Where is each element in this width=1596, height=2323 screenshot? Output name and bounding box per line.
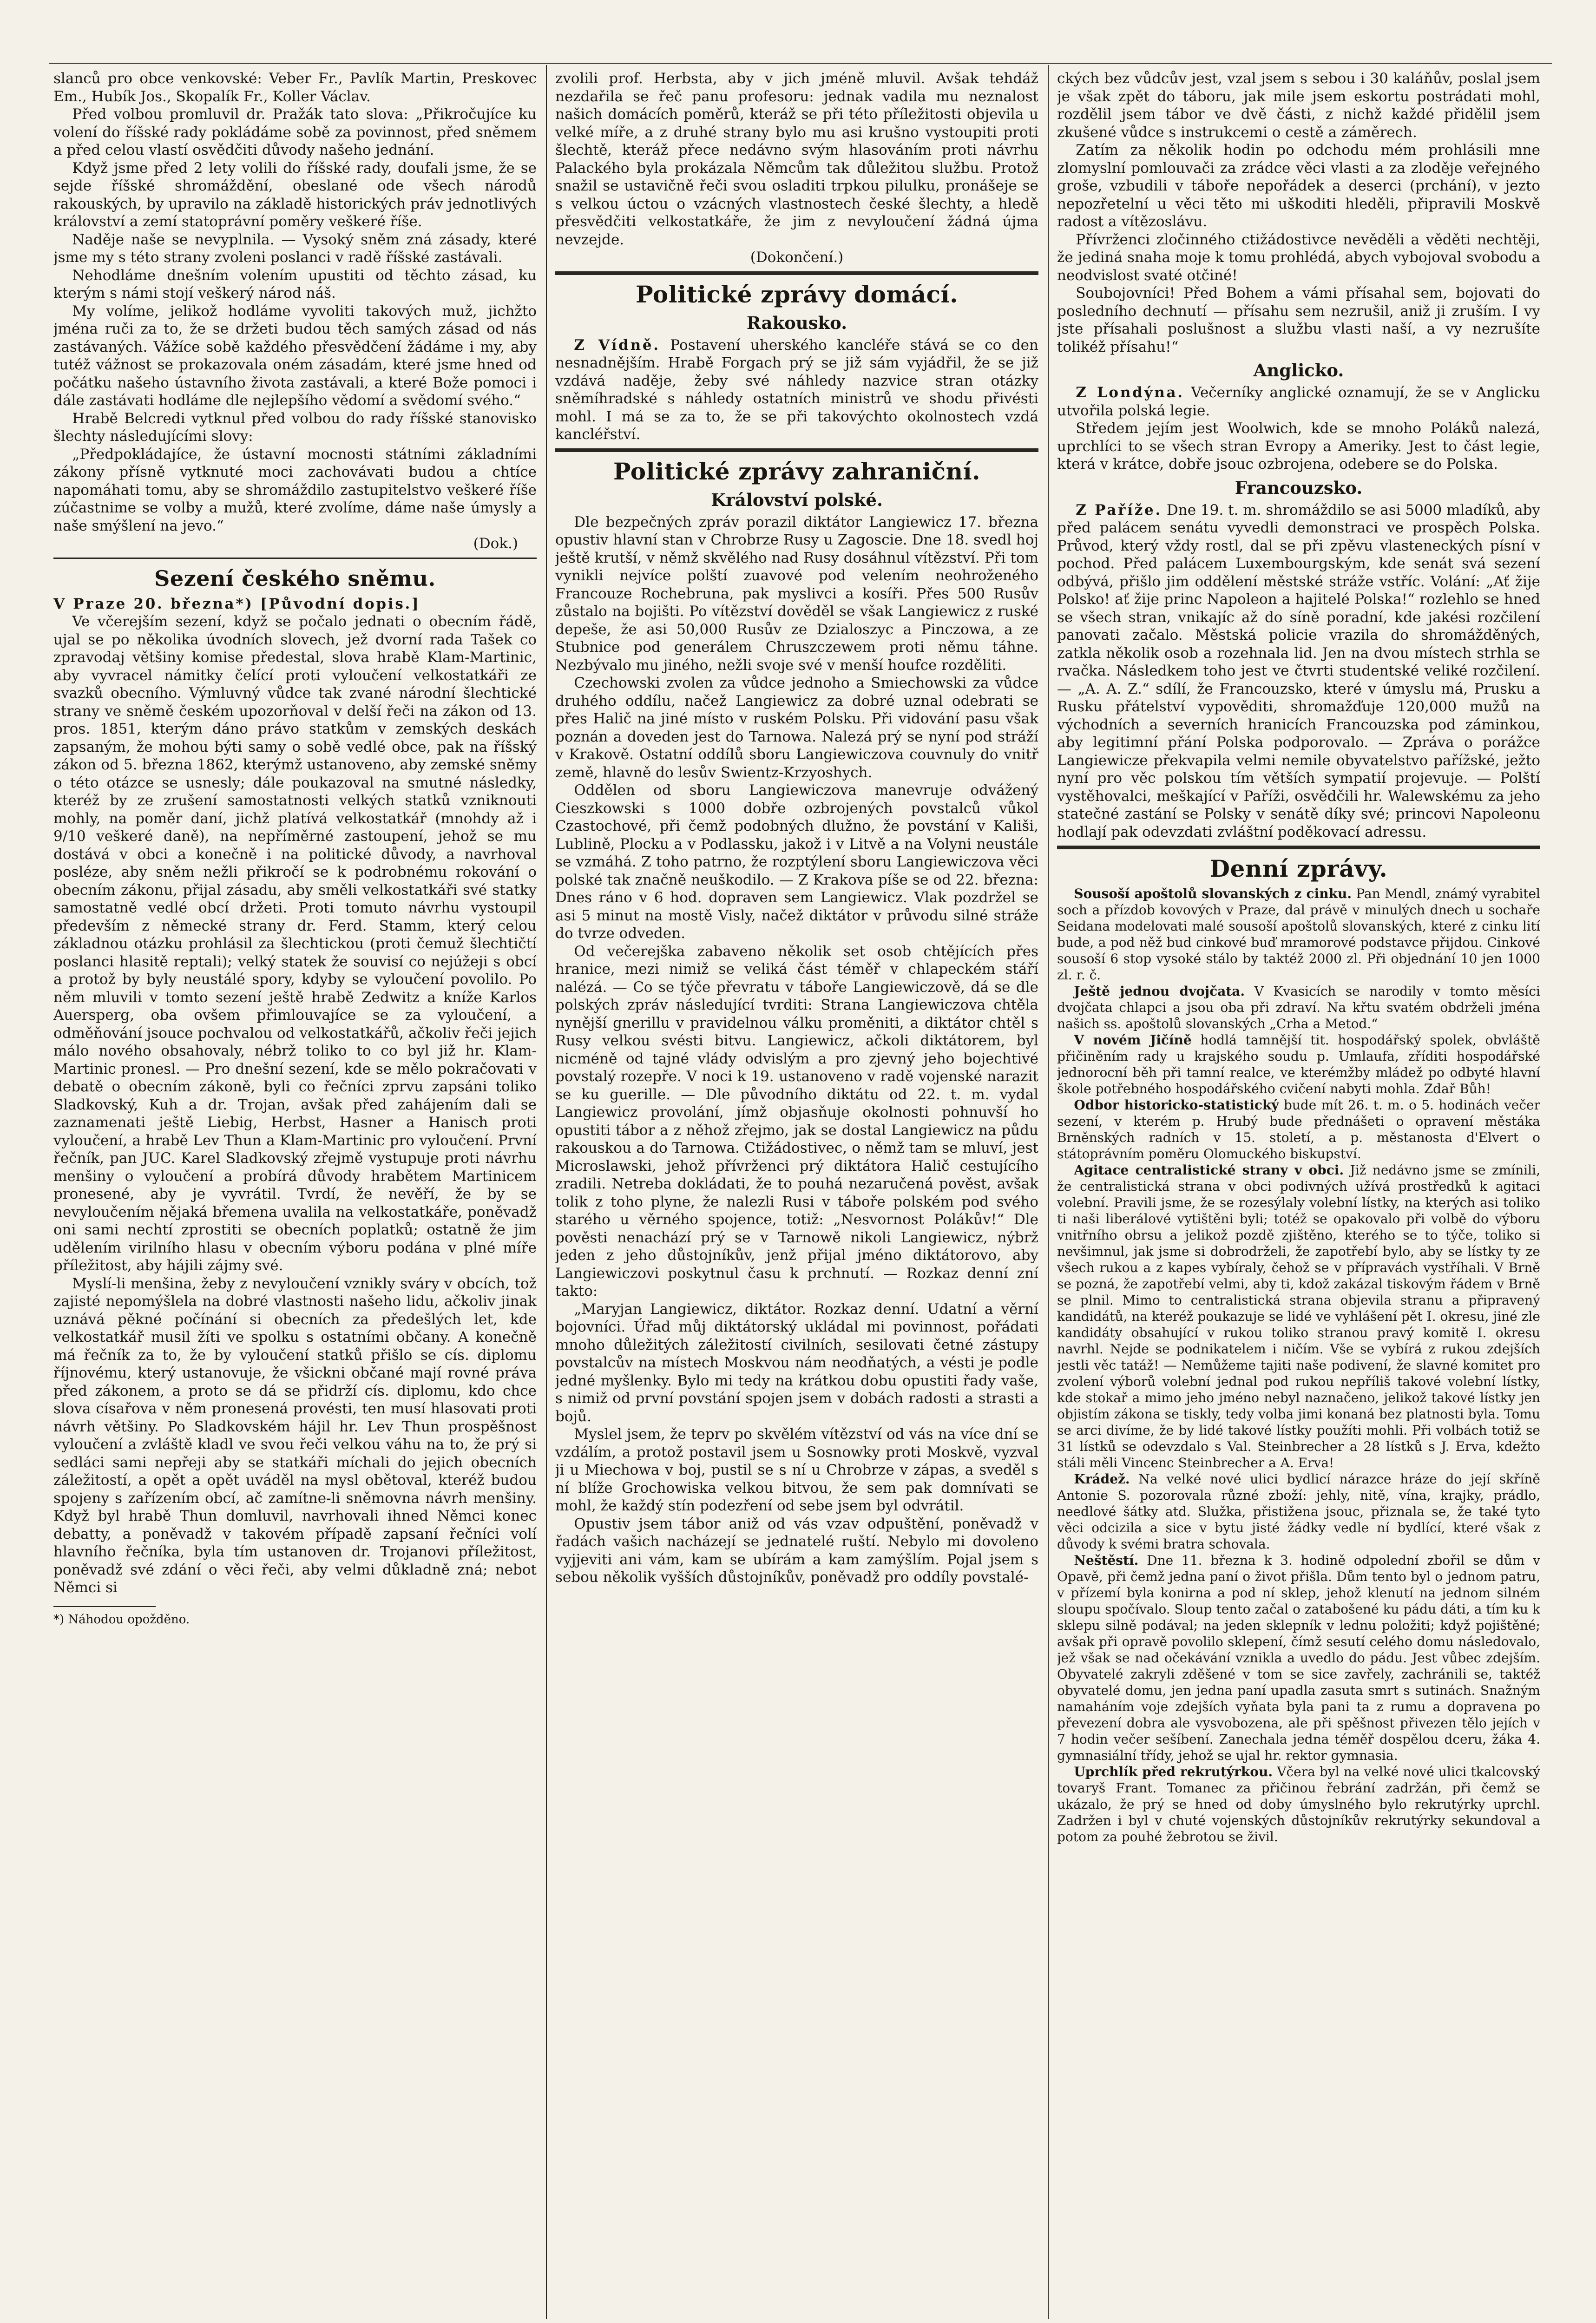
country-heading-anglicko: Anglicko. bbox=[1253, 360, 1344, 381]
section-title-denni: Denní zprávy. bbox=[1209, 855, 1388, 882]
news-item bbox=[1057, 1471, 1540, 1552]
column-rule-2 bbox=[1048, 65, 1049, 2319]
news-text: Včera byl na velké nové ulici tkalcovský tovaryš Frant. Tomanec za přičinou řebrání zadržán, při čemž se ukázalo, že prý se hned od doby úmyslného bylo rekrutýrky uprchl. Zadržen i byl v chuté vojenských důstojníkův rekrutýrky sekundoval a potom za pouhé žebrotou se živil. bbox=[1057, 1764, 1540, 1844]
news-item bbox=[1057, 1552, 1540, 1764]
news-text: Na velké nové ulici bydlicí nárazce hráze do její skříně Antonie S. pozorovala různé zboží: jehly, nitě, vína, krajky, prádlo, needlové šátky atd. Služka, přistižena jsouc, přiznala se, že také tyto věci odcizila a sice v bytu jisté žádky vedle ní bydlící, které však z důvody k svémi bratra schovala. bbox=[1057, 1471, 1540, 1552]
news-text: V Kvasicích se narodily v tomto měsíci dvojčata chlapci a jsou oba při zdraví. Na křtu svatém obdrželi jména našich ss. apoštolů slovanských „Crha a Metod.“ bbox=[1057, 984, 1540, 1031]
column-1 bbox=[53, 70, 537, 2319]
top-rule bbox=[49, 63, 1552, 64]
paragraph: „Maryjan Langiewicz, diktátor. Rozkaz denní. Udatní a věrní bojovníci. Úřad můj diktátorský ukládal mi povinnost, pořádati mnoho důležitých záležitostí civilních, sesilovati četné zástupy povstalcův na místech Moskvou nám neodňatých, a vésti je podle jedné myšlenky. Bylo mi tedy na krátkou dobu opustiti řady vaše, s nimiž od první povstání spojen jsem v dobách radosti a strasti a bojů. bbox=[555, 1300, 1038, 1425]
column-3 bbox=[1057, 70, 1540, 2319]
paragraph: „Předpokládajíce, že ústavní mocnosti státními základními zákony přísně vytknuté moci zachovávati budou a chtíce napomáhati tomu, aby se shromáždilo zastupitelstvo veškeré říše zúčastnime se volby a mužů, které zvolíme, dáme naše úmysly a naše smýšlení na jevo.“ bbox=[53, 446, 537, 534]
paragraph: Hrabě Belcredi vytknul před volbou do rady říšské stanovisko šlechty následujícími slovy: bbox=[53, 410, 537, 445]
news-text: Již nedávno jsme se zmínili, že centralistická strana v obci podivných užívá prostředků k agitaci volební. Pravili jsme, že se rozesýlaly volební lístky, na kterých asi toliko ti naši liberálové vytištěni byli; totéž se opakovalo při volbě do výboru vnitřního obrsu a jelikož pozdě zjištěno, kterého se to týče, toliko si nevšimnul, jak jsme si dobrodrželi, že zapotřebí bylo, aby se lístky ty ze všech rukou a z kapes vybíraly, čehož se v přípravách vystříhali. V Brně se pozná, že zapotřebí velmi, aby ti, kdož zakázal tiskovým řádem v Brně se plnil. Mimo to centralistická strana objevila stranu a připravený kandidátů, na kteréž poukazuje se lidé ve vyhlášení pět I. okresu, jiné zle kandidáty obsahující v rukou toliko stranou pravý komitě I. okresu navrhl. Nejde se podnikatelem i ničím. Vše se vybírá z rukou zdejších jestli věc tatáž! — Nemůžeme tajiti naše podivení, že slavné komitet pro zvolení výborů volební jednal pod rukou nepříliš takové volební lístky, kde stokař a mimo jeho jméno nebyl naznačeno, jelikož takové lístky jen objistím zákona se tiskly, tedy volba jimi konaná bez platnosti byla. Tomu se arci divíme, že by lidé takové lístky použíti mohli. Při volbách totiž se 31 lístků se odevzdalo s Val. Steinbrecher a 28 lístků s J. Erva, kdežto stáli měli Vincenc Steinbrecher a A. Erva! bbox=[1057, 1162, 1540, 1470]
paragraph: slanců pro obce venkovské: Veber Fr., Pavlík Martin, Preskovec Em., Hubík Jos., Skopalík Fr., Koller Václav. bbox=[53, 70, 537, 105]
paragraph: Dle bezpečných zpráv porazil diktátor Langiewicz 17. března opustiv hlavní stan v Chrobrze Rusy u Zagoscie. Dne 18. svedl hoj ještě krutší, v němž skvělého nad Rusy dosáhnul vítězství. Při tom vynikli nejvíce polští zuavové pod velením neohroženého Francouze Rochebruna, pak myslivci a kosíři. Přes 500 Rusův zůstalo na bojišti. Po vítězství dověděl se však Langiewicz z ruské depeše, že asi 50,000 Rusův ze Dzialoszyc a Pinczowa, a ze Stubnice pod generálem Chruszczewem proti němu táhne. Nezbývalo mu jiného, nežli svoje své v menší houfce rozděliti. bbox=[555, 513, 1038, 674]
news-text: bude mít 26. t. m. o 5. hodinách večer sezení, v kterém p. Hrubý bude přednášeti o opravení městáka Brněnských radních v 15. století, a p. městanosta d'Elvert o státoprávním poměru Olomuckého biskupství. bbox=[1057, 1097, 1540, 1162]
section-rule bbox=[53, 558, 537, 559]
news-lead: Krádež. bbox=[1074, 1471, 1130, 1487]
country-heading-polsko: Království polské. bbox=[711, 489, 883, 510]
news-text: Pan Mendl, známý vyrabitel soch a přízdob kovových v Praze, dal právě v minulých dnech u sochaře Seidana modelovati malé sousoší apoštolů slovanských, které z cinku lití bude, a pod něž bud cinkové buď mramorové podstavce přijdou. Cinkové sousoší 6 stop vysoké stálo by taktéž 2000 zl. Při objednání 10 jen 1000 zl. r. č. bbox=[1057, 886, 1540, 983]
country-heading-rakousko: Rakousko. bbox=[746, 312, 847, 333]
article-continuation-mark: (Dok.) bbox=[473, 535, 518, 552]
section-rule bbox=[555, 448, 1038, 452]
footnote: *) Náhodou opožděno. bbox=[53, 1612, 190, 1627]
paragraph: My volíme, jelikož hodláme vyvoliti takových muž, jichžto jména ruči za to, že se držeti budou těch samých zásad od nás zastávaných. Vážíce sobě každého přesvědčení žádáme i my, aby tutéž vážnost se prokazovala oném zásadám, které jsme hned od počátku našeho ústavního života zastávali, a které Bože pomoci i dále zastávati hodláme dle nejlepšího vědomí a svědomí svého.“ bbox=[53, 302, 537, 409]
news-lead: Ještě jednou dvojčata. bbox=[1074, 984, 1245, 999]
paragraph: Naděje naše se nevyplnila. — Vysoký sněm zná zásady, které jsme my s této strany zvoleni poslanci v radě říšské zastávali. bbox=[53, 231, 537, 266]
news-lead: Sousoší apoštolů slovanských z cinku. bbox=[1074, 886, 1352, 901]
article-end-mark: (Dokončení.) bbox=[750, 249, 844, 266]
paragraph: ckých bez vůdcův jest, vzal jsem s sebou i 30 kaláňův, poslal jsem je však zpět do táboru, jak mile jsem eskortu postrádati mohl, rozdělil jsem tábor ve dvě části, z nichž každé přidělil jsem zkušené vůdce s instrukcemi o cestě a záměrech. bbox=[1057, 70, 1540, 141]
paragraph: Opustiv jsem tábor aniž od vás vzav odpuštění, poněvadž v řadách vašich nacházejí se jednatelé ruští. Nebylo mi dovoleno vyjjeviti ani vám, kam se ubírám a kam zamýšlím. Pojal jsem s sebou několik vyšších důstojníkův, poněvadž pro oddíly povstalé- bbox=[555, 1515, 1038, 1586]
paragraph: Myslí-li menšina, žeby z nevyloučení vznikly sváry v obcích, tož zajisté nepomýšlela na dobré vlastnosti našeho lidu, ačkoliv jinak uznává pěkné počínání si obecních za předešlých let, kde velkostatkář musil žíti ve spolku s ostatními občany. A konečně má řečník za to, že by vyloučení statků přišlo se cís. diplomu říjnovému, který ustanovuje, že všickni občané mají rovné práva před zákonem, a proto se dá se přidrží cís. diplomu, kdo chce slova císařova v něm pronesená provésti, ten musí hlasovati proti návrh většiny. Po Sladkovském hájil hr. Lev Thun prospěšnost vyloučení a zvláště kladl ve svou řeči velkou váhu na to, že prý si sedláci sami nepřeji aby se statkáři míchali do jejich obecních záležitostí, a opět a opět uváděl na mysl obětoval, kteréž budou spojeny s zařízením obcí, ač zamítne-li sněmovna návrh menšiny. Když byl hrabě Thun domluvil, navrhovali ihned Němci konec debatty, a poněvadž v takovém případě zapsaní řečníci volí hlavního řečníka, byla tím ustanoven dr. Trojanovi příležitost, poněvadž své zdání o věci řeči, aby velmi důkladně zná; nebot Němci si bbox=[53, 1275, 537, 1596]
news-text: Dne 11. března k 3. hodině odpolední zbořil se dům v Opavě, při čemž jedna paní o život přišla. Dům tento byl o jednom patru, v přízemí byla konirna a pod ní sklep, jehož klenutí na jednom silném sloupu spočívalo. Sloup tento začal o zatabošené ku pádu dáti, a tím ku k sklepu silně podával; na jeden sklepník v lednu položiti; když pojištěné; avšak při opravě povolilo sklepení, čímž sesutí celého domu následovalo, jež však se nad očekávání vznikla a uvedlo do pádu. Jest vůbec zdejším. Obyvatelé zakryli zděšené v tom se sice zavřely, zachránili se, taktéž obyvatelé domu, jen jedna paní upadla zasuta smrt s sutinách. Snažným namaháním voje zdejších vyňata byla pani ta z rumu a dopravena po převezení dobra ale vysvobozena, ale při spěšnost přivezen tělo jejích v 7 hodin večer sešíbení. Zanechala jedna téměř dospělou dceru, žáka 4. gymnasiální třídy, jehož se ujal hr. rektor gymnasia. bbox=[1057, 1553, 1540, 1763]
paragraph: Ve včerejším sezení, když se počalo jednati o obecním řádě, ujal se po několika úvodních slovech, jež dvorní rada Tašek co zpravodaj většiny komise předestal, slova hrabě Klam-Martinic, aby vyvracel námitky čelící proti vyloučení velkostatkáři ze svazků obecního. Výmluvný vůdce tak zvané národní šlechtické strany ve sněmě českém upozorňoval v delší řeči na zákon od 13. pros. 1851, kterým dáno právo statkům v zemských deskách zapsaným, že mohou býti samy o sobě vedlé obce, pak na říšský zákon od 5. března 1862, kterýmž ustanoveno, aby zemské sněmy o této otázce se usnesly; dále poukazoval na smutné následky, kteréž by ze zrušení samostatnosti velkých statků vzniknouti mohly, na poměr daní, jichž platívá velkostatkář (mnohdy až i 9/10 veškeré daně), na nepříměrné zastoupení, jehož se mu dostává v obci a konečně i na politické důvody, a navrhoval posléze, aby sněm nežli přikročí se k podrobnému rokování o obecním zákonu, přijal zásadu, aby směli velkostatkáři své statky samostatně vedlé obcí držeti. Proti tomuto návrhu vystoupil především z německé strany dr. Ferd. Stamm, který celou základnou otázku prohlásil za šlechtickou (proti čemuž šlechtičtí poslanci hlasitě reptali); velký statek že souvisí co nejúžeji s obcí a protož by byly neustálé spory, kdyby se vyloučení povolilo. Po něm mluvili v tomto sezení ještě hrabě Zedwitz a kníže Karlos Auersperg, oba ovšem přimlouvajíce se za vyloučení, a odměňování jsouce pochvalou od velkostatkářů, ačkoliv řeči jejich málo nového obsahovaly, nébrž toliko to co byl již hr. Klam-Martinic pronesl. — Pro dnešní sezení, kde se mělo pokračovati v debatě o obecním zákoně, byli co řečníci zprvu zapsáni toliko Sladkovský, Kuh a dr. Trojan, avšak před zahájením dali se zaznamenati ještě Liebig, Herbst, Hasner a Hanisch proti vyloučení, a hrabě Lev Thun a Klam-Martinic pro vyloučení. První řečník, pan JUC. Karel Sladkovský zřejmě vystupuje proti návrhu menšiny o vyloučení a probírá důvody hrabětem Martinicem pronesené, aby je vyvrátil. Tvrdí, že nevěří, že by se nevyloučením nějaká břemena uvalila na velkostatkáře, poněvadž oni sami nechtí zprostiti se obecních poplatků; ostatně že jim udělením virilního hlasu v obecním výboru podána v plné míře příležitost, aby hájili zájmy své. bbox=[53, 613, 537, 1274]
footnote-rule bbox=[53, 1606, 156, 1607]
section-title-sezeni: Sezení českého sněmu. bbox=[154, 565, 436, 591]
paragraph: Dne 19. t. m. shromáždilo se asi 5000 mladíků, aby před palácem senátu vyvedli demonstraci ve prospěch Polska. Průvod, který vždy rostl, dal se při zpěvu vlasteneckých písní v pochod. Před palácem Luxembourgským, kde senát svá sezení odbývá, přišlo jim oddělení městské stráže vstříc. Volání: „Ať žije Polsko! ať žije princ Napoleon a hajitelé Polska!“ rozlehlo se hned se všech stran, vnikajíc až do síně poradní, kde jakési rozčilení panovati začalo. Městská policie vrazila do shromážděných, zatkla několik osob a rozehnala lid. Jen na dvou místech strhla se rvačka. Následkem toho jest ve čtvrti studentské veliké rozčilení. — „A. A. Z.“ sdílí, že Francouzsko, které v úmyslu má, Prusku a Rusku přátelství vypověditi, shromažďuje 120,000 mužů na východních a severních hranicích Francouzska pod záminkou, aby legitimní přání Polska podporovalo. — Zpráva o porážce Langiewicze překvapila velmi nemile obyvatelstvo pařížské, ježto nyní pro věc polskou tím větších sympatií projevuje. — Polští vystěhovalci, meškající v Paříži, osvědčili hr. Walewskému za jeho statečné zastání se Polsky v senátě díky své; princovi Napoleonu hodlají pak odevzdati zvláštní poděkovací adressu. bbox=[1057, 501, 1540, 840]
news-item bbox=[1057, 1097, 1540, 1162]
paragraph: Postavení uherského kancléře stává se co den nesnadnějším. Hrabě Forgach prý se již sám vyjádřil, že se již vzdává naděje, žeby své náhledy nazvice stran otázky sněmíhradské s náhledy ostatních ministrů ve shodu přivésti mohl. I má se za to, že se při takovýchto okolnostech vzdá kancléřství. bbox=[555, 336, 1038, 443]
section-rule bbox=[1057, 846, 1540, 849]
paragraph: Středem jejím jest Woolwich, kde se mnoho Poláků nalezá, uprchlíci to se všech stran Evropy a Ameriky. Jest to část legie, která v krátce, dobře jsouc ozbrojena, odebere se do Polska. bbox=[1057, 420, 1540, 472]
news-lead: Uprchlík před rekrutýrkou. bbox=[1074, 1764, 1273, 1779]
news-lead: V novém Jičíně bbox=[1074, 1032, 1192, 1048]
news-item bbox=[1057, 983, 1540, 1032]
paragraph: Od večerejška zabaveno několik set osob chtějících přes hranice, mezi nimiž se veliká část téměř v chlapeckém stáří nalézá. — Co se týče převratu v táboře Langiewiczově, dá se dle polských zpráv následující tvrditi: Strana Langiewiczova chtěla nynější gnerillu v pravidelnou válku proměniti, a diktátor chtěl s Rusy velkou svésti bitvu. Langiewicz, ačkoli diktátorem, byl nicméně od tajné vlády odvislým a pro zjevný jeho bojechtivé povstalý rozepře. V noci k 19. ustanoveno v radě vojenské narazit se ku guerille. — Dle původního diktátu od 22. t. m. vydal Langiewicz provolání, jímž objasňuje okolnosti pohnuvší ho opustiti tábor a z něhož zřejmo, jak se dostal Langiewicz na půdu rakouskou a do Tarnowa. Ctižádostivec, o němž tam se mluví, jest Microslawski, jehož přívrženci prý diktátora Halič cestujícího zradili. Netreba dokládati, že to pouhá nezaručená pověst, avšak tolik z toho plyne, že nalezli Rusi v táboře polském pod svého starého u věrného spojence, totiž: „Nesvornost Polákův!“ Dle pověsti nenachází prý se v Tarnowě nikoli Langiewicz, nýbrž jeden z jeho důstojníkův, jenž přijal jméno diktátorovo, aby Langiewiczovi poskytnul času k prchnutí. — Rozkaz denní zní takto: bbox=[555, 943, 1038, 1299]
paragraph: Před volbou promluvil dr. Pražák tato slova: „Přikročujíce ku volení do říšské rady pokládáme sobě za povinnost, před sněmem a před celou vlastí osvědčiti důvody našeho jednání. bbox=[53, 106, 537, 158]
news-item bbox=[1057, 1764, 1540, 1845]
paragraph: Přívrženci zločinného ctižádostivce nevěděli a věděti nechtěji, že jediná snaha moje k tomu prohlédá, abych vybojoval svobodu a neodvislost svaté otčiné! bbox=[1057, 231, 1540, 284]
column-rule-1 bbox=[546, 65, 547, 2319]
country-heading-francouzsko: Francouzsko. bbox=[1235, 477, 1363, 498]
section-rule bbox=[555, 271, 1038, 275]
news-lead: Neštěstí. bbox=[1074, 1553, 1139, 1568]
dateline: Z Paříže. bbox=[1076, 501, 1162, 518]
paragraph: Oddělen od sboru Langiewiczova manevruje odvážený Cieszkowski s 1000 dobře ozbrojených povstalců vůkol Czastochové, při čemž podobných dlužno, že povstání v Kališi, Lublině, Plocku a v Podlassku, jakož i v Litvě a na Volyni neustále se vzmáhá. Z toho patrno, že rozptýlení sboru Langiewiczova věci polské tak značně neuškodilo. — Z Krakova píše se od 22. března: Dnes ráno v 6 hod. dopraven sem Langiewicz. Vlak pozdržel se asi 5 minut na mostě Visly, načež diktátor v průvodu silné stráže do tvrze odveden. bbox=[555, 782, 1038, 942]
paragraph: Czechowski zvolen za vůdce jednoho a Smiechowski za vůdce druhého oddílu, načež Langiewicz za dobré uznal odebrati se přes Halič na jiné místo v ruském Polsku. Při vidování pasu však poznán a doveden jest do Tarnowa. Nalezá prý se nyní pod stráží v Krakově. Ostatní oddílů sboru Langiewiczova couvnuly do vnitř země, hlavně do lesův Swientz-Krzyoshych. bbox=[555, 675, 1038, 781]
paragraph: Zatím za několik hodin po odchodu mém prohlásili mne zlomyslní pomlouvači za zrádce věci vlasti a za zloděje veřejného groše, vzbudili v táboře nepořádek a deserci (prchání), v jezto nepozřetelní u věci těto mi uškoditi hleděli, připravili Moskvě radost a vítězoslávu. bbox=[1057, 142, 1540, 230]
paragraph: Večerníky anglické oznamují, že se v Anglicku utvořila polská legie. bbox=[1057, 384, 1540, 419]
news-lead: Odbor historicko-statistický bbox=[1074, 1097, 1279, 1113]
paragraph: Když jsme před 2 lety volili do říšské rady, doufali jsme, že se sejde říšské shromáždění, obeslané ode všech národů rakouských, by upravilo na základě historických práv jednotlivých království a zemí statoprávní poměry veškeré říše. bbox=[53, 159, 537, 230]
paragraph: zvolili prof. Herbsta, aby v jich jméně mluvil. Avšak tehdáž nezdařila se řeč panu profesoru: jednak vadila mu neznalost našich domácích poměrů, kteráž se při této příležitosti objevila u velké míře, a z druhé strany bylo mu asi krušno vystoupiti proti šlechtě, kteráž přece nedávno svým hlasováním proti návrhu Palackého byla prokázala Němcům tak důležitou službu. Protož snažil se ustavičně řeči svou osladiti trpkou pilulku, pronášeje se s velkou úctou o vzácných vlastnostech české šlechty, a hledě přesvědčiti velkostatkáře, že jim z nevyloučení žádná újma nevzejde. bbox=[555, 70, 1038, 248]
section-title-zahranicni: Politické zprávy zahraniční. bbox=[613, 457, 981, 485]
dateline: V Praze 20. března*) [Původní dopis.] bbox=[53, 595, 420, 612]
news-lead: Agitace centralistické strany v obci. bbox=[1074, 1162, 1344, 1178]
news-text: hodlá tamnější tit. hospodářský spolek, obvláště přičiněním rady u krajského soudu p. Umlaufa, zříditi hospodářské jednorocní běh při tamní realce, ve kterémžby mládež po odbyté hlavní škole potřebného hospodářského cvičení nabyti mohla. Zdař Bůh! bbox=[1057, 1032, 1540, 1096]
paragraph: Soubojovníci! Před Bohem a vámi přísahal sem, bojovati do posledního dechnutí — přísahu sem nezrušil, aniž ji zruším. I vy jste přísahali poslušnost a službu vlasti naší, a vy nezrušíte tolikéž přísahu!“ bbox=[1057, 285, 1540, 355]
section-title-domaci: Politické zprávy domácí. bbox=[635, 280, 959, 308]
dateline: Z Londýna. bbox=[1076, 384, 1184, 401]
news-list bbox=[1057, 886, 1540, 1845]
news-item bbox=[1057, 886, 1540, 983]
paragraph: Nehodláme dnešním volením upustiti od těchto zásad, ku kterým s námi stojí veškerý národ náš. bbox=[53, 267, 537, 302]
news-item bbox=[1057, 1162, 1540, 1471]
column-2 bbox=[555, 70, 1038, 2319]
dateline: Z Vídně. bbox=[574, 336, 660, 354]
news-item bbox=[1057, 1032, 1540, 1097]
paragraph: Myslel jsem, že teprv po skvělém vítězství od vás na více dní se vzdálím, a protož postavil jsem u Sosnowky proti Moskvě, vyzval ji u Miechowa v boj, pustil se s ní u Chrobrze v zápas, a sveděl s ní blíže Grochowiska velkou bitvou, že sem pak domnívati se mohl, že každý stín podezření od sebe jsem byl odvrátil. bbox=[555, 1426, 1038, 1514]
